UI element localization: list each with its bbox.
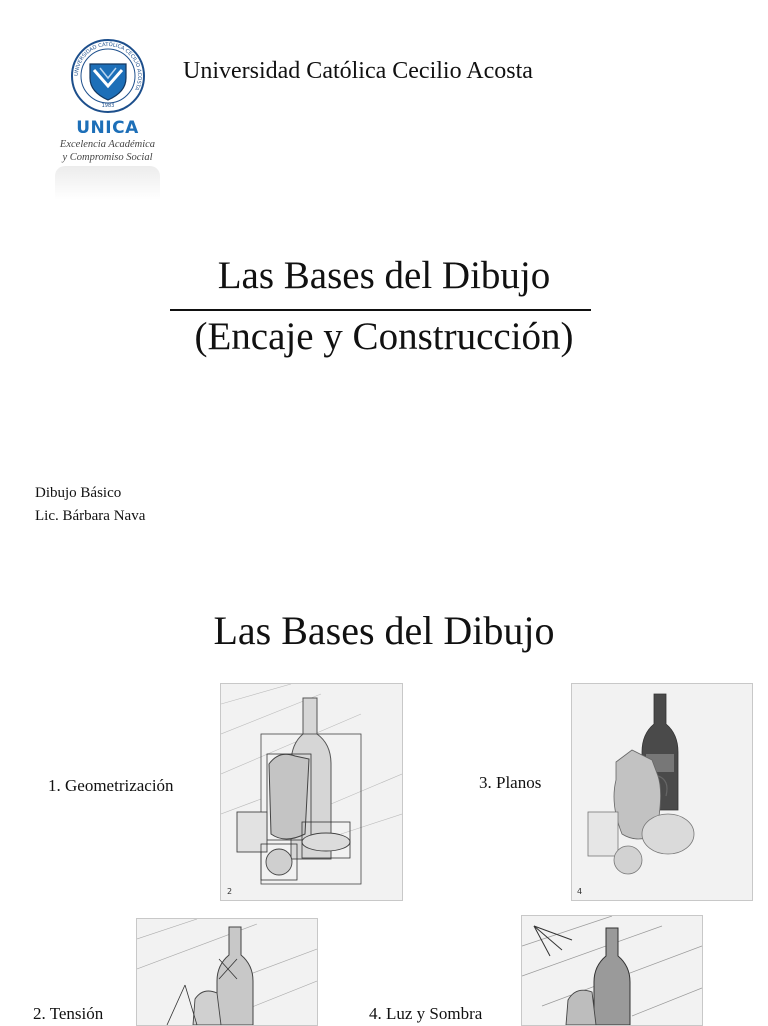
luz-sombra-sketch-image	[521, 915, 703, 1026]
logo-motto-line2: y Compromiso Social	[62, 152, 153, 163]
caption-geometrizacion: 1. Geometrización	[48, 776, 174, 795]
course-name: Dibujo Básico	[35, 485, 122, 501]
figure-number: 2	[227, 887, 233, 896]
title-divider	[170, 309, 591, 311]
slide-title-line2: (Encaje y Construcción)	[194, 315, 574, 358]
figure-number: 4	[577, 887, 583, 896]
university-name: Universidad Católica Cecilio Acosta	[183, 58, 533, 84]
university-seal-icon	[70, 38, 146, 114]
seal-ring-text: UNIVERSIDAD CATÓLICA CECILIO ACOSTA	[73, 41, 143, 92]
geometrizacion-sketch-image	[220, 683, 403, 901]
unica-logo	[55, 38, 160, 200]
seal-year: 1983	[101, 103, 115, 109]
logo-motto-line1: Excelencia Académica	[59, 139, 156, 150]
caption-planos: 3. Planos	[479, 773, 542, 792]
tension-sketch-image	[136, 918, 318, 1026]
logo-reflection	[55, 166, 160, 200]
logo-name: UNICA	[76, 118, 139, 138]
planos-sketch-image	[571, 683, 753, 901]
caption-tension: 2. Tensión	[33, 1004, 104, 1023]
caption-luz-sombra: 4. Luz y Sombra	[369, 1004, 483, 1023]
slide-title-line1: Las Bases del Dibujo	[217, 254, 551, 297]
second-slide-title: Las Bases del Dibujo	[213, 608, 555, 653]
teacher-name: Lic. Bárbara Nava	[35, 508, 146, 524]
